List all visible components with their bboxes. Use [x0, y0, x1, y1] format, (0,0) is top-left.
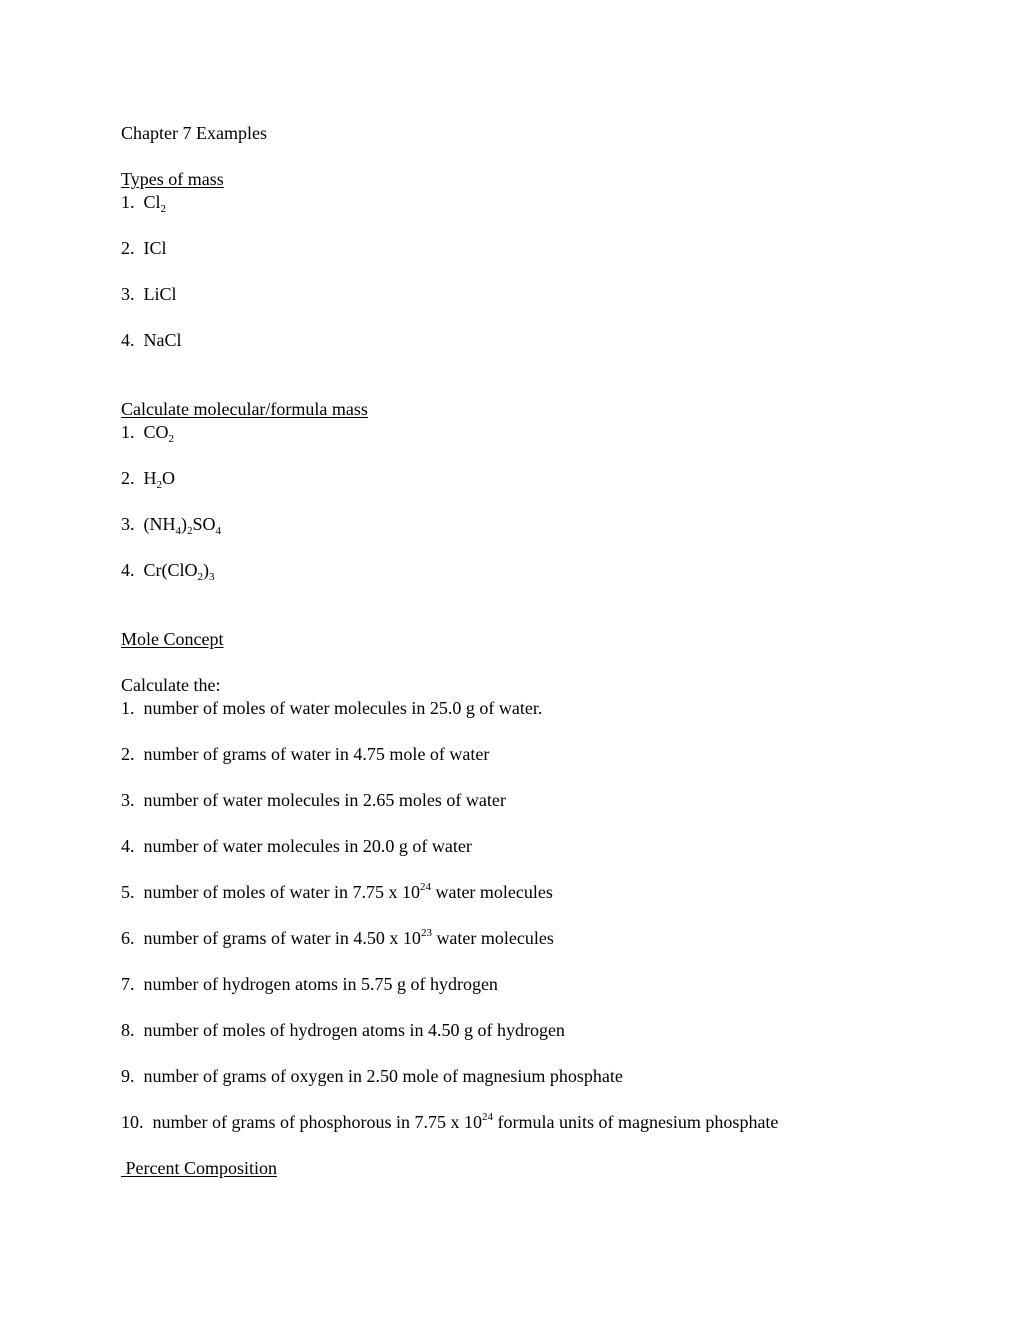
list-item: 2. number of grams of water in 4.75 mole of water: [121, 744, 490, 764]
list-item: 3. $(NH_4)_2SO_4$: [121, 514, 222, 537]
list-item: 4. number of water molecules in 20.0 g of water: [121, 836, 472, 856]
list-item: 2. $H_2O$: [121, 468, 175, 491]
list-item: 4. $Cr(ClO_2)_3$: [121, 560, 215, 583]
list-item: 2. ICl: [121, 238, 167, 258]
list-item: 6. number of grams of water in 4.50 x $10^{23}$ water molecules: [121, 927, 554, 948]
section-heading-molecular-mass: Calculate molecular/formula mass: [121, 399, 368, 419]
list-item: 1. number of moles of water molecules in 25.0 g of water.: [121, 698, 543, 718]
page-title: Chapter 7 Examples: [121, 123, 267, 143]
list-item: 7. number of hydrogen atoms in 5.75 g of hydrogen: [121, 974, 498, 994]
list-item: 10. number of grams of phosphorous in 7.75 x $10^{24}$ formula units of magnesium phosphate: [121, 1111, 779, 1132]
list-item: 3. number of water molecules in 2.65 moles of water: [121, 790, 506, 810]
list-item: 5. number of moles of water in 7.75 x $10^{24}$ water molecules: [121, 881, 553, 902]
list-item: 8. number of moles of hydrogen atoms in 4.50 g of hydrogen: [121, 1020, 565, 1040]
section-heading-mole-concept: Mole Concept: [121, 629, 224, 649]
list-item: 1. $Cl_2$: [121, 192, 167, 215]
section-heading-percent-composition: Percent Composition: [121, 1158, 277, 1178]
intro-text: Calculate the:: [121, 675, 221, 695]
list-item: 9. number of grams of oxygen in 2.50 mole of magnesium phosphate: [121, 1066, 623, 1086]
list-item: 1. $CO_2$: [121, 422, 175, 445]
list-item: 4. NaCl: [121, 330, 182, 350]
section-heading-types-of-mass: Types of mass: [121, 169, 224, 189]
list-item: 3. LiCl: [121, 284, 177, 304]
